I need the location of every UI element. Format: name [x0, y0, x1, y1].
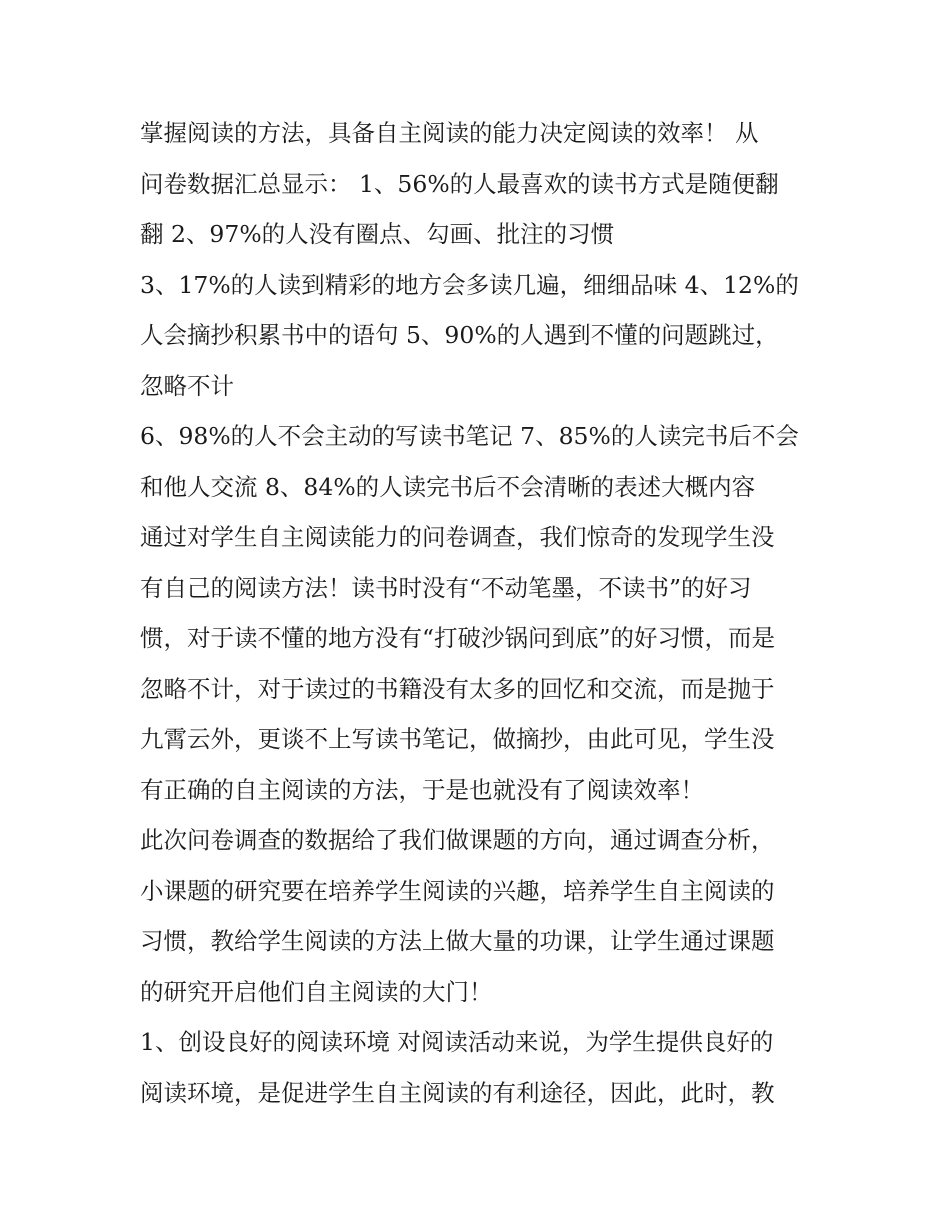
text-line: 6、98%的人不会主动的写读书笔记 7、85%的人读完书后不会: [140, 422, 799, 450]
text-line: 此次问卷调查的数据给了我们做课题的方向，通过调查分析，: [140, 826, 775, 854]
text-line: 九霄云外，更谈不上写读书笔记，做摘抄，由此可见，学生没: [140, 725, 775, 753]
text-line: 1、创设良好的阅读环境 对阅读活动来说，为学生提供良好的: [140, 1028, 774, 1056]
text-line: 问卷数据汇总显示： 1、56%的人最喜欢的读书方式是随便翻: [140, 169, 779, 198]
text-line: 阅读环境，是促进学生自主阅读的有利途径，因此，此时，教: [140, 1078, 775, 1107]
text-line: 惯，对于读不懂的地方没有“打破沙锅问到底”的好习惯，而是: [140, 624, 776, 652]
text-line: 小课题的研究要在培养学生阅读的兴趣，培养学生自主阅读的: [140, 876, 775, 905]
text-line: 和他人交流 8、84%的人读完书后不会清晰的表述大概内容: [140, 472, 756, 501]
text-line: 有正确的自主阅读的方法，于是也就没有了阅读效率！: [140, 775, 704, 804]
text-line: 忽略不计，对于读过的书籍没有太多的回忆和交流，而是抛于: [140, 674, 775, 703]
text-line: 人会摘抄积累书中的语句 5、90%的人遇到不懂的问题跳过，: [140, 321, 779, 349]
text-line: 掌握阅读的方法，具备自主阅读的能力决定阅读的效率！ 从: [140, 119, 759, 147]
text-line: 通过对学生自主阅读能力的问卷调查，我们惊奇的发现学生没: [140, 523, 775, 551]
body-text: [140, 108, 830, 1118]
text-line: 习惯，教给学生阅读的方法上做大量的功课，让学生通过课题: [140, 927, 775, 955]
text-line: 忽略不计: [140, 371, 234, 400]
text-line: 翻 2、97%的人没有圈点、勾画、批注的习惯: [140, 220, 615, 248]
text-line: 3、17%的人读到精彩的地方会多读几遍，细细品味 4、12%的: [140, 270, 799, 299]
text-line: 有自己的阅读方法！读书时没有“不动笔墨，不读书”的好习: [140, 573, 752, 602]
text-line: 的研究开启他们自主阅读的大门！: [140, 977, 493, 1006]
